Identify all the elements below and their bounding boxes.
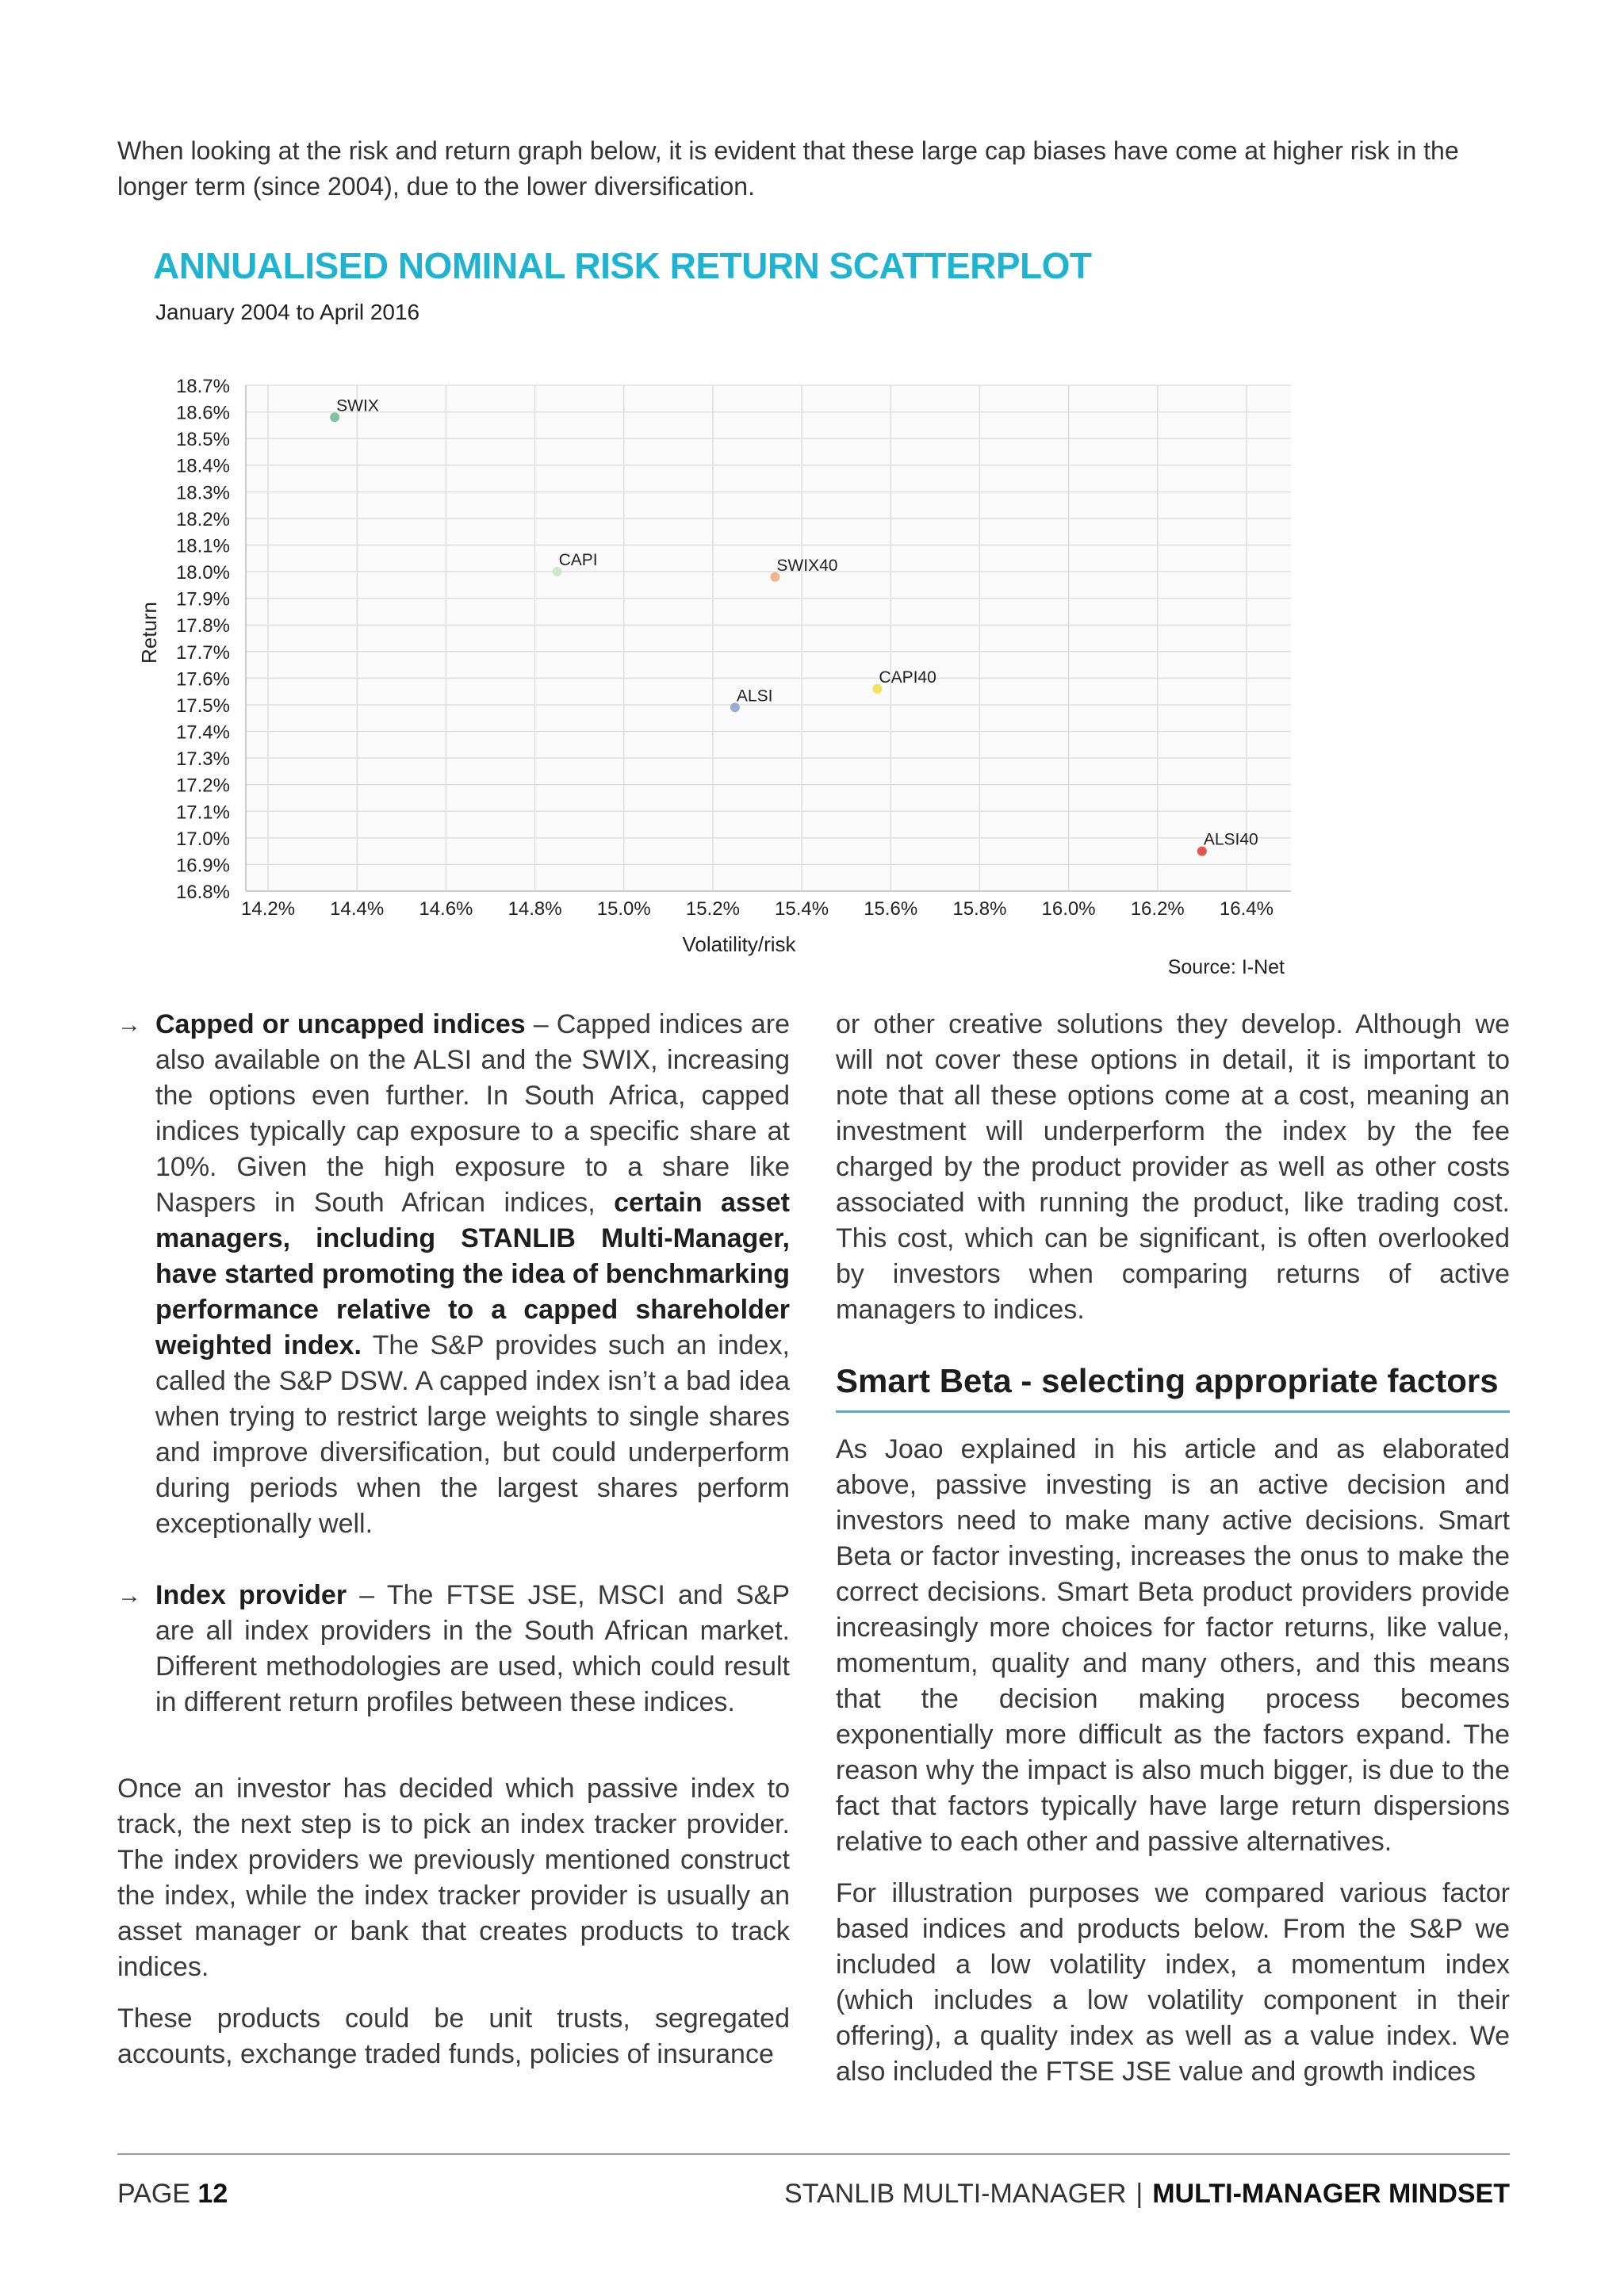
intro-paragraph: When looking at the risk and return graph below, it is evident that these large cap biases have come at higher risk in the longer term (since 2004), due to the lower diversification.: [117, 136, 1459, 201]
y-tick-label: 17.1%: [175, 802, 230, 824]
x-tick-label: 16.0%: [1041, 898, 1096, 920]
body-paragraph: As Joao explained in his article and as elaborated above, passive investing is an active decision and investors need to make many active decisions. Smart Beta or factor investing, increases the onus to make the correct decisions. Smart Beta product providers provide increasingly more choices for factor returns, like value, momentum, quality and many others, and this means that the decision making process becomes exponentially more difficult as the factors expand. The reason why the impact is also much bigger, is due to the fact that factors typically have large return dispersions relative to each other and passive alternatives.: [836, 1434, 1510, 1857]
page-number-value: 12: [197, 2179, 228, 2209]
chart-source: Source: I-Net: [1167, 956, 1285, 978]
data-point-label: ALSI: [736, 687, 773, 706]
bullet-index-provider: [117, 1578, 790, 1720]
page-number: [117, 2179, 228, 2210]
x-tick-label: 14.6%: [419, 898, 473, 920]
chart-title: ANNUALISED NOMINAL RISK RETURN SCATTERPLOT: [153, 245, 1092, 286]
y-tick-label: 17.4%: [175, 721, 230, 744]
bullet-paragraph: [155, 1007, 790, 1542]
x-tick-label: 15.2%: [685, 898, 740, 920]
x-axis-label: Volatility/risk: [682, 932, 796, 956]
y-tick-label: 17.0%: [175, 828, 230, 850]
y-tick-label: 18.1%: [175, 535, 230, 557]
data-point-label: CAPI40: [879, 668, 936, 687]
y-tick-label: 18.2%: [175, 508, 230, 530]
y-tick-label: 17.9%: [175, 588, 230, 610]
bullet-bold-text: certain asset managers, including STANLIB Multi-Manager, have started promoting the idea of benchmarking performance relative to a capped shareholder weighted index.: [155, 1188, 790, 1360]
chart-subtitle: January 2004 to April 2016: [155, 300, 420, 324]
data-point-label: SWIX40: [776, 556, 838, 575]
arrow-right-icon: →: [117, 1012, 141, 1038]
data-point-label: ALSI40: [1203, 830, 1258, 849]
y-tick-labels: [176, 376, 230, 903]
data-point-label: CAPI: [558, 551, 598, 570]
bullet-text: – Capped indices are also available on the ALSI and the SWIX, increasing the options even further. In South Africa, capped indices typically cap exposure to a specific share at 10%. Given the high exposure to a share like Naspers in South African indices,: [155, 1009, 790, 1218]
body-paragraph: or other creative solutions they develop. Although we will not cover these options in detail, it is important to note that all these options come at a cost, meaning an investment will underperform the index by the fee charged by the product provider as well as other costs associated with running the product, like trading cost. This cost, which can be significant, is often overlooked by investors when comparing returns of active managers to indices.: [836, 1009, 1510, 1325]
x-tick-label: 15.8%: [952, 898, 1007, 920]
bullet-heading: Index provider: [155, 1580, 347, 1610]
y-tick-label: 18.3%: [175, 482, 230, 504]
y-tick-label: 18.6%: [175, 402, 230, 424]
x-tick-label: 16.2%: [1130, 898, 1185, 920]
body-paragraph: Once an investor has decided which passive index to track, the next step is to pick an index tracker provider. The index providers we previously mentioned construct the index, while the index tracker provider is usually an asset manager or bank that creates products to track indices.: [117, 1774, 790, 1982]
y-tick-label: 18.5%: [175, 429, 230, 451]
y-tick-label: 16.8%: [175, 882, 230, 903]
bullet-text: – The FTSE JSE, MSCI and S&P are all index providers in the South African market. Different methodologies are used, which could result in different return profiles between these indices.: [155, 1580, 790, 1717]
y-axis-label: Return: [137, 601, 161, 664]
y-tick-label: 17.2%: [175, 775, 230, 797]
x-tick-label: 15.6%: [864, 898, 918, 920]
bullet-text: The S&P provides such an index, called the S&P DSW. A capped index isn’t a bad idea when trying to restrict large weights to single shares and improve diversification, but could underperform during periods when the largest shares perform exceptionally well.: [155, 1330, 790, 1539]
data-point-label: SWIX: [336, 396, 379, 415]
footer-divider: [117, 2153, 1510, 2155]
footer-publication: [784, 2179, 1510, 2210]
x-tick-labels: [241, 898, 1274, 920]
y-tick-label: 16.9%: [175, 855, 230, 877]
scatter-chart: [0, 0, 1624, 999]
chart-plot-background: [246, 385, 1291, 891]
left-column: [117, 1007, 790, 2072]
bullet-paragraph: [155, 1578, 790, 1720]
footer-separator: |: [1136, 2179, 1143, 2209]
y-tick-label: 17.8%: [175, 615, 230, 637]
right-column: [836, 1007, 1510, 2090]
bullet-heading: Capped or uncapped indices: [155, 1009, 526, 1039]
body-paragraph: These products could be unit trusts, segregated accounts, exchange traded funds, policies of insurance: [117, 2003, 790, 2069]
y-tick-label: 17.7%: [175, 641, 230, 664]
x-tick-label: 15.4%: [775, 898, 829, 920]
section-heading: Smart Beta - selecting appropriate factors: [836, 1358, 1510, 1413]
y-tick-label: 18.4%: [175, 455, 230, 477]
arrow-right-icon: →: [117, 1582, 141, 1609]
x-tick-label: 14.4%: [330, 898, 385, 920]
x-tick-label: 14.2%: [241, 898, 296, 920]
x-tick-label: 14.8%: [508, 898, 562, 920]
bullet-capped-indices: [117, 1007, 790, 1542]
publication-name: MULTI-MANAGER MINDSET: [1152, 2179, 1510, 2209]
y-tick-label: 18.0%: [175, 562, 230, 584]
y-tick-label: 17.6%: [175, 668, 230, 691]
y-tick-label: 18.7%: [175, 376, 230, 397]
y-tick-label: 17.3%: [175, 748, 230, 771]
publisher-name: STANLIB MULTI-MANAGER: [784, 2179, 1127, 2209]
page-label: PAGE: [117, 2179, 190, 2209]
body-paragraph: For illustration purposes we compared various factor based indices and products below. From the S&P we included a low volatility index, a momentum index (which includes a low volatility component in their offering), a quality index as well as a value index. We also included the FTSE JSE value and growth indices: [836, 1878, 1510, 2087]
x-tick-label: 15.0%: [596, 898, 651, 920]
x-tick-label: 16.4%: [1219, 898, 1274, 920]
y-tick-label: 17.5%: [175, 695, 230, 717]
